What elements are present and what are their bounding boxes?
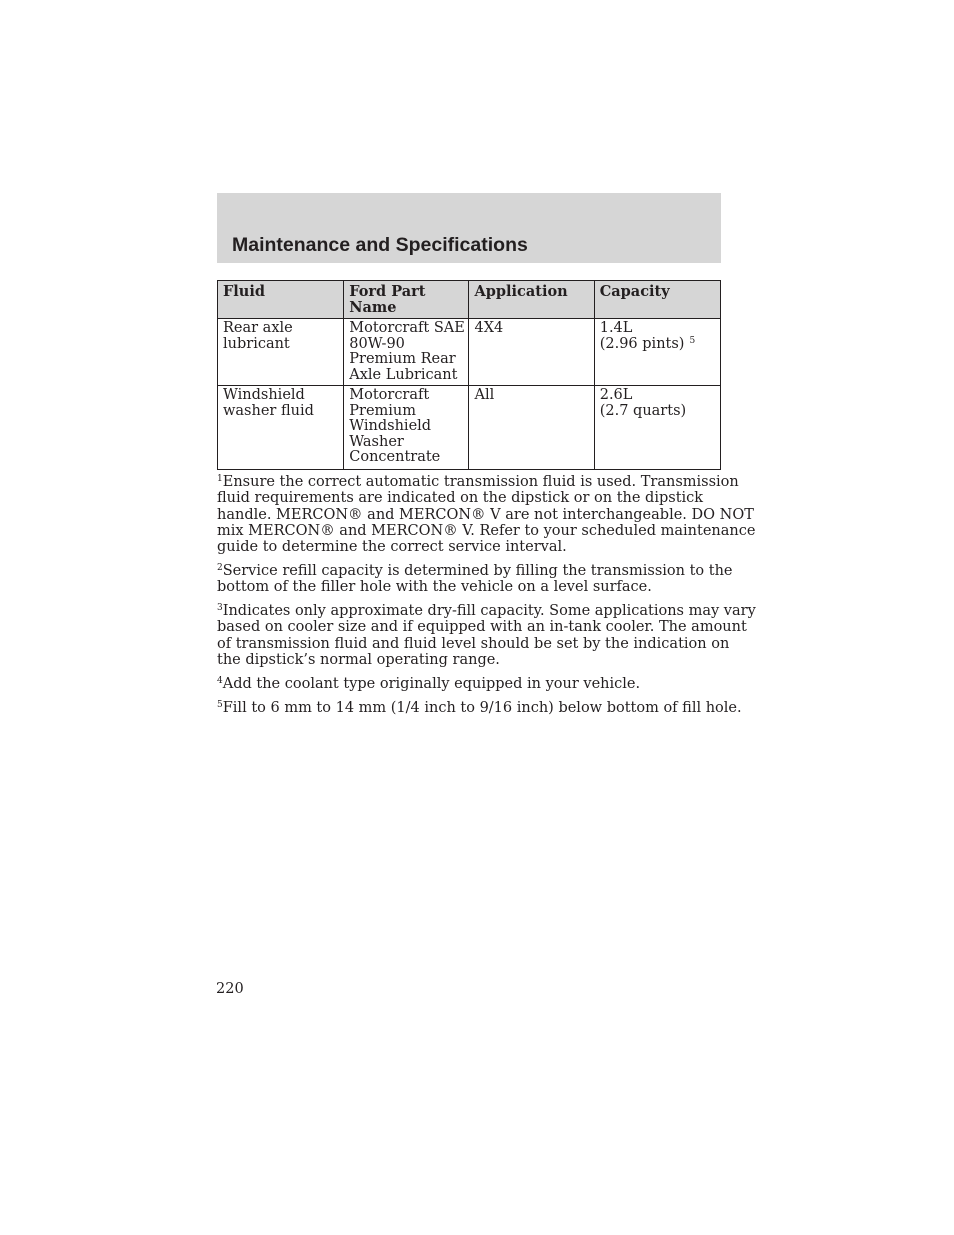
footnote-number: 1 (217, 474, 223, 484)
cell-fluid: Rear axle lubricant (218, 319, 344, 386)
cell-application: 4X4 (469, 319, 594, 386)
footnote-3: $^3$Indicates only approximate dry-fill capacity. Some applications may vary based on cooler size and if equipped with an in-tank cooler. The amount of transmission fluid and fluid level should be set by the indication on the dipstick’s normal operating range. (217, 603, 756, 668)
fluid-specifications-table (217, 280, 721, 470)
cell-capacity: 1.4L (2.96 pints) $^5$ (594, 319, 720, 386)
footnote-5: $^5$Fill to 6 mm to 14 mm (1/4 inch to 9/16 inch) below bottom of fill hole. (217, 699, 742, 716)
table-row (218, 386, 721, 470)
column-header-ford-part-name: Ford Part Name (344, 281, 469, 319)
cell-part-name: Motorcraft SAE 80W-90 Premium Rear Axle Lubricant (344, 319, 469, 386)
column-header-fluid: Fluid (218, 281, 344, 319)
cell-application: All (469, 386, 594, 470)
column-header-capacity: Capacity (594, 281, 720, 319)
table-row (218, 319, 721, 386)
table-header-row (218, 281, 721, 319)
footnote-number: 2 (217, 562, 223, 573)
footnote-4: $^4$Add the coolant type originally equipped in your vehicle. (217, 675, 641, 692)
section-header-bar (217, 193, 721, 263)
cell-part-name: Motorcraft Premium Windshield Washer Concentrate (344, 386, 469, 470)
cell-fluid: Windshield washer fluid (218, 386, 344, 470)
footnotes (217, 474, 756, 723)
footnote-reference: 5 (689, 335, 696, 346)
footnote-2: $^2$Service refill capacity is determined by filling the transmission to the bottom of the filler hole with the vehicle on a level surface. (217, 562, 733, 596)
footnote-1: $^1$Ensure the correct automatic transmission fluid is used. Transmission fluid requirements are indicated on the dipstick or on the dipstick handle. MERCON® and MERCON® V are not interchangeable. DO NOT mix MERCON® and MERCON® V. Refer to your scheduled maintenance guide to determine the correct service interval. (217, 474, 756, 556)
section-title: Maintenance and Specifications (232, 234, 528, 256)
footnote-number: 4 (217, 675, 223, 686)
capacity-value: (2.96 pints) (599, 335, 685, 352)
page-number: 220 (216, 981, 244, 997)
footnote-number: 3 (217, 603, 223, 614)
column-header-application: Application (469, 281, 594, 319)
footnote-number: 5 (217, 699, 223, 710)
cell-capacity: 2.6L (2.7 quarts) (594, 386, 720, 470)
